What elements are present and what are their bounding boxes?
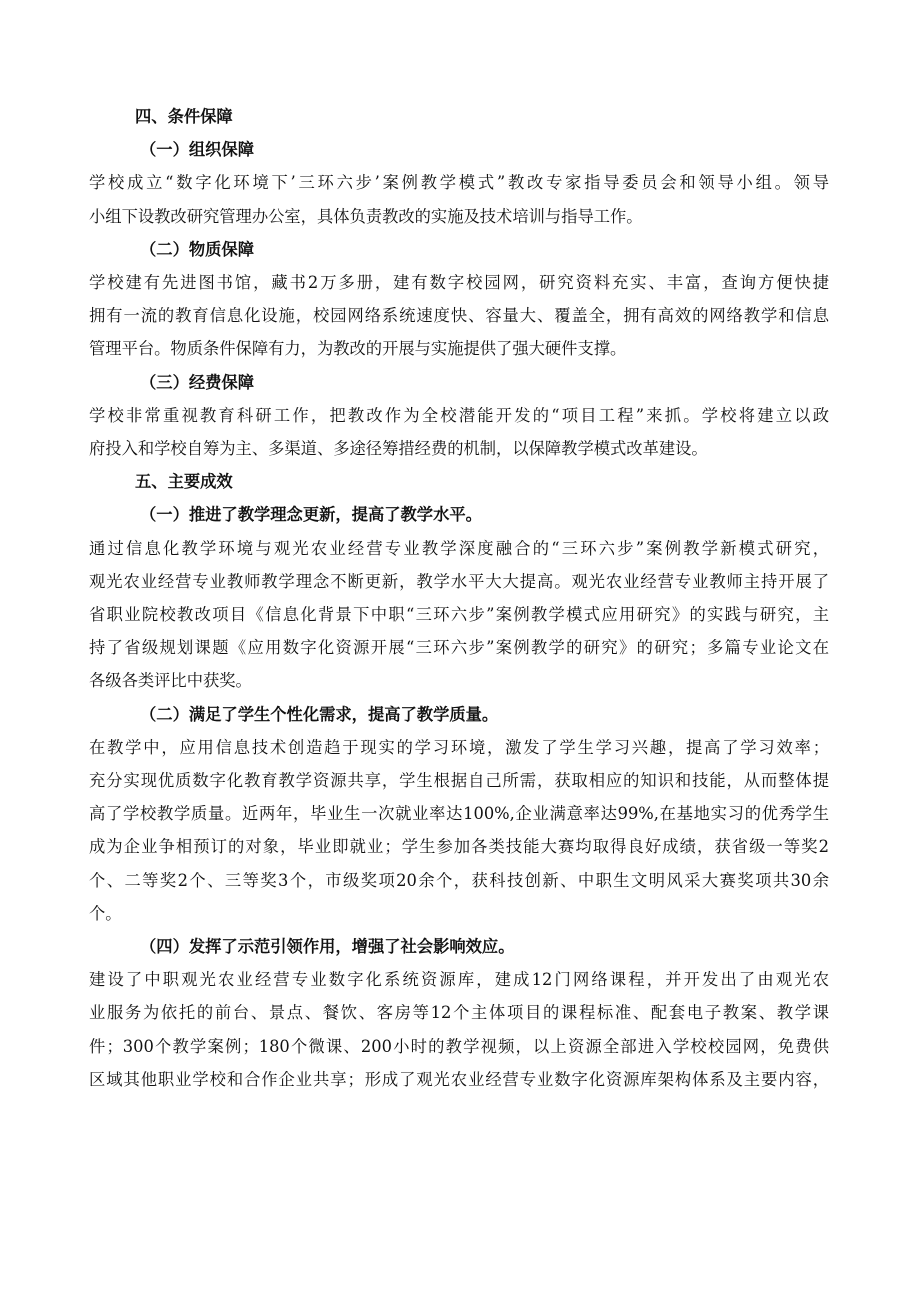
paragraph-line: 持了省级规划课题《应用数字化资源开展“三环六步”案例教学的研究》的研究；多篇专业论文在 bbox=[89, 638, 829, 658]
paragraph-line: 管理平台。物质条件保障有力，为教改的开展与实施提供了强大硬件支撑。 bbox=[89, 339, 627, 359]
paragraph-line: 区域其他职业学校和合作企业共享；形成了观光农业经营专业数字化资源库架构体系及主要内容， bbox=[89, 1069, 829, 1089]
paragraph-line: 业服务为依托的前台、景点、餐饮、客房等12个主体项目的课程标准、配套电子教案、教学课 bbox=[89, 1003, 829, 1023]
document-body bbox=[89, 100, 829, 1096]
subsection-heading-material: （二）物质保障 bbox=[140, 239, 254, 259]
paragraph-line: 件；300个教学案例；180个微课、200小时的教学视频，以上资源全部进入学校校园网，免费供 bbox=[89, 1036, 829, 1056]
subsection-heading-teaching-quality: （二）满足了学生个性化需求，提高了教学质量。 bbox=[140, 704, 499, 724]
paragraph-line: 观光农业经营专业教师教学理念不断更新，教学水平大大提高。观光农业经营专业教师主持开展了 bbox=[89, 571, 829, 591]
subsection-heading-demonstration: （四）发挥了示范引领作用，增强了社会影响效应。 bbox=[140, 937, 515, 957]
paragraph-line: 学校建有先进图书馆，藏书2万多册，建有数字校园网，研究资料充实、丰富，查询方便快捷 bbox=[89, 273, 829, 293]
paragraph-line: 学校成立“数字化环境下’三环六步’案例教学模式”教改专家指导委员会和领导小组。领导 bbox=[89, 173, 829, 193]
section-heading-conditions: 四、条件保障 bbox=[135, 107, 233, 126]
paragraph-line: 个、二等奖2个、三等奖3个，市级奖项20余个，获科技创新、中职生文明风采大赛奖项共30余 bbox=[89, 870, 829, 890]
paragraph-line: 高了学校教学质量。近两年，毕业生一次就业率达100%,企业满意率达99%,在基地实习的优秀学生 bbox=[89, 804, 829, 824]
paragraph-line: 个。 bbox=[89, 903, 122, 923]
paragraph-line: 各级各类评比中获奖。 bbox=[89, 671, 252, 691]
paragraph-line: 小组下设教改研究管理办公室，具体负责教改的实施及技术培训与指导工作。 bbox=[89, 206, 643, 226]
paragraph-line: 充分实现优质数字化教育教学资源共享，学生根据自己所需，获取相应的知识和技能，从而整体提 bbox=[89, 771, 829, 791]
subsection-heading-organization: （一）组织保障 bbox=[140, 140, 254, 160]
subsection-heading-teaching-level: （一）推进了教学理念更新，提高了教学水平。 bbox=[140, 505, 482, 525]
paragraph-line: 建设了中职观光农业经营专业数字化系统资源库，建成12门网络课程，并开发出了由观光农 bbox=[89, 970, 829, 990]
subsection-heading-funding: （三）经费保障 bbox=[140, 372, 254, 392]
section-heading-results: 五、主要成效 bbox=[135, 472, 233, 492]
paragraph-line: 成为企业争相预订的对象，毕业即就业；学生参加各类技能大赛均取得良好成绩，获省级一等奖2 bbox=[89, 837, 829, 857]
paragraph-line: 学校非常重视教育科研工作，把教改作为全校潜能开发的“项目工程”来抓。学校将建立以政 bbox=[89, 405, 829, 425]
paragraph-line: 在教学中，应用信息技术创造趋于现实的学习环境，激发了学生学习兴趣，提高了学习效率； bbox=[89, 737, 829, 757]
paragraph-line: 府投入和学校自筹为主、多渠道、多途径筹措经费的机制，以保障教学模式改革建设。 bbox=[89, 439, 708, 459]
paragraph-line: 省职业院校教改项目《信息化背景下中职“三环六步”案例教学模式应用研究》的实践与研究，主 bbox=[89, 605, 829, 625]
paragraph-line: 通过信息化教学环境与观光农业经营专业教学深度融合的“三环六步”案例教学新模式研究， bbox=[89, 538, 829, 558]
paragraph-line: 拥有一流的教育信息化设施，校园网络系统速度快、容量大、覆盖全，拥有高效的网络教学和信息 bbox=[89, 306, 829, 326]
